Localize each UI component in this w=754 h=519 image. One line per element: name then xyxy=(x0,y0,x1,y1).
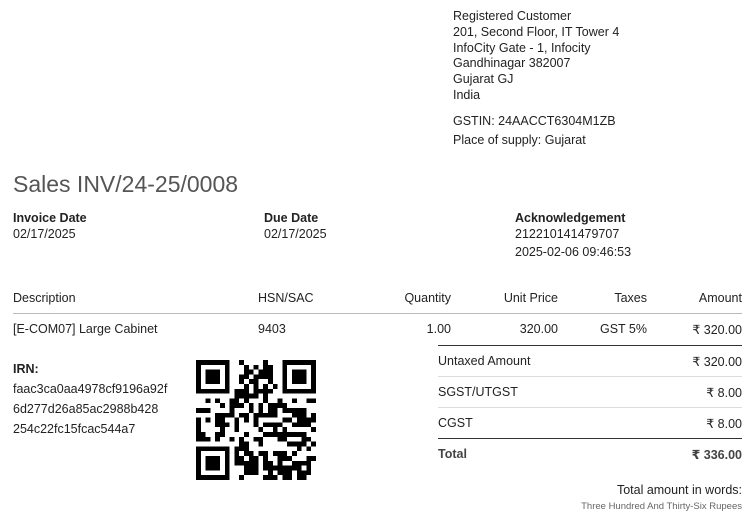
totals-cgst xyxy=(438,416,742,431)
ack-label: Acknowledgement xyxy=(515,211,626,225)
divider xyxy=(438,407,742,408)
address-line: 201, Second Floor, IT Tower 4 xyxy=(453,24,620,39)
col-amount: Amount xyxy=(698,291,742,305)
totals-value: ₹ 8.00 xyxy=(706,386,742,400)
totals-total xyxy=(438,447,742,462)
irn-line: faac3ca0aa4978cf9196a92f xyxy=(13,382,168,396)
irn-line: 6d277d26a85ac2988b428 xyxy=(13,402,159,416)
page-title: Sales INV/24-25/0008 xyxy=(13,171,239,197)
col-unit-price: Unit Price xyxy=(503,291,558,305)
totals-label: Total xyxy=(438,447,467,461)
ack-number: 212210141479707 xyxy=(515,227,620,241)
cell-unit-price: 320.00 xyxy=(519,322,558,336)
irn-line: 254c22fc15fcac544a7 xyxy=(13,422,136,436)
place-of-supply: Place of supply: Gujarat xyxy=(453,132,586,147)
header-divider xyxy=(13,313,742,314)
words-value: Three Hundred And Thirty-Six Rupees xyxy=(581,501,742,512)
due-date: 02/17/2025 xyxy=(264,227,327,241)
address-line: Gujarat GJ xyxy=(453,72,514,87)
cell-hsn: 9403 xyxy=(258,322,286,336)
ack-datetime: 2025-02-06 09:46:53 xyxy=(515,245,632,259)
col-hsn: HSN/SAC xyxy=(258,291,314,305)
gstin: GSTIN: 24AACCT6304M1ZB xyxy=(453,113,616,128)
col-quantity: Quantity xyxy=(404,291,451,305)
words-label: Total amount in words: xyxy=(616,483,742,497)
col-description: Description xyxy=(13,291,76,305)
due-date-label: Due Date xyxy=(264,211,319,225)
totals-sgst xyxy=(438,385,742,400)
cell-amount: ₹ 320.00 xyxy=(692,323,742,337)
address-line: Registered Customer xyxy=(453,9,572,23)
totals-value: ₹ 336.00 xyxy=(691,448,742,462)
cell-quantity: 1.00 xyxy=(426,322,451,336)
invoice-date-label: Invoice Date xyxy=(13,211,87,225)
address-line: InfoCity Gate - 1, Infocity xyxy=(453,40,591,55)
totals-value: ₹ 320.00 xyxy=(692,355,742,369)
totals-label: CGST xyxy=(438,416,473,430)
cell-description: [E-COM07] Large Cabinet xyxy=(13,322,158,336)
col-taxes: Taxes xyxy=(614,291,647,305)
cell-taxes: GST 5% xyxy=(599,322,647,336)
address-line: Gandhinagar 382007 xyxy=(453,56,571,71)
irn-label: IRN: xyxy=(13,362,39,376)
totals-label: Untaxed Amount xyxy=(438,354,531,368)
address-line: India xyxy=(453,87,481,102)
totals-untaxed xyxy=(438,354,742,369)
invoice-date: 02/17/2025 xyxy=(13,227,76,241)
qr-code xyxy=(196,360,316,480)
totals-value: ₹ 8.00 xyxy=(706,417,742,431)
divider xyxy=(438,376,742,377)
customer-address xyxy=(453,9,619,148)
totals-label: SGST/UTGST xyxy=(438,385,518,399)
totals-top-divider xyxy=(438,345,742,346)
total-divider xyxy=(438,438,742,439)
